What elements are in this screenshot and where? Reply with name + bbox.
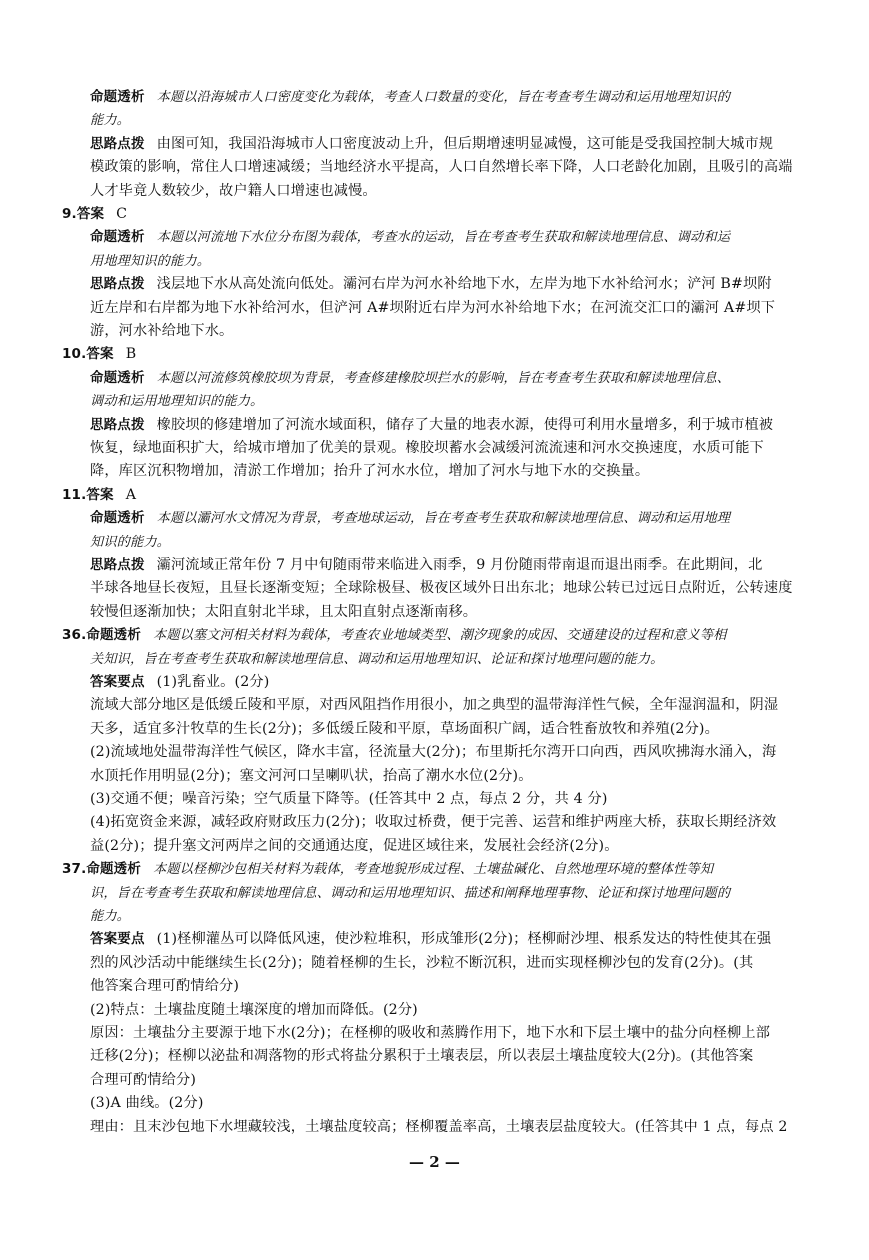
text-line [90,299,802,317]
line-text: 能力。 [90,113,131,129]
page-number: — 2 — [409,1153,460,1171]
line-text: 本题以沿海城市人口密度变化为载体，考查人口数量的变化，旨在考查考生调动和运用地理知识的 [156,90,731,105]
section-label: 思路点拨 [90,135,145,152]
line-text: (2)特点：土壤盐度随土壤深度的增加而降低。(2分) [90,1001,418,1018]
text-line [90,743,802,761]
line-text: (4)拓宽资金来源，减轻政府财政压力(2分)；收取过桥费，便于完善、运营和维护两座大桥，获取长期经济效 [90,814,777,831]
line-text: 烈的风沙活动中能继续生长(2分)；随着柽柳的生长，沙粒不断沉积，进而实现柽柳沙包的发育(2分)。(其 [90,954,754,971]
line-text: 理由：且末沙包地下水埋藏较浅，土壤盐度较高；柽柳覆盖率高，土壤表层盐度较大。(任答其中 1 点，每点 2 [90,1118,788,1135]
line-text: 灞河流域正常年份 7 月中旬随雨带来临进入雨季，9 月份随雨带南退而退出雨季。在此期间，北 [156,557,763,573]
text-line [90,884,802,903]
question-number: 9. [62,206,77,222]
line-text: 半球各地昼长夜短，且昼长逐渐变短；全球除极昼、极夜区域外日出东北；地球公转已过远日点附近，公转速度 [90,580,793,597]
line-text: 本题以柽柳沙包相关材料为载体，考查地貌形成过程、土壤盐碱化、自然地理环境的整体性等知 [152,862,714,878]
section-label: 命题透析 [86,861,141,878]
section-label: 命题透析 [90,89,145,105]
text-line [90,1094,802,1112]
line-text: C [116,206,128,222]
text-line [90,392,802,411]
text-line [90,275,802,293]
line-text: 恢复，绿地面积扩大，给城市增加了优美的景观。橡胶坝蓄水会减缓河流流速和河水交换速度，水质可能下 [90,440,764,456]
text-line [90,650,802,669]
text-line [90,1118,802,1136]
text-line [90,977,802,995]
line-text: 较慢但逐渐加快；太阳直射北半球，且太阳直射点逐渐南移。 [90,603,478,620]
line-text: 原因：土壤盐分主要源于地下水(2分)；在柽柳的吸收和蒸腾作用下，地下水和下层土壤中的盐分向柽柳上部 [90,1025,771,1041]
line-text: 本题以河流地下水位分布图为载体，考查水的运动，旨在考查考生获取和解读地理信息、调动和运 [156,230,731,246]
text-line [90,369,802,388]
line-text: (1)柽柳灌丛可以降低风速，使沙粒堆积，形成雏形(2分)；柽柳耐沙埋、根系发达的特性使其在强 [156,931,772,948]
text-line [90,416,802,434]
line-text: 降，库区沉积物增加，清淤工作增加；抬升了河水水位，增加了河水与地下水的交换量。 [90,463,650,480]
text-line [90,1024,802,1042]
text-line [62,205,774,223]
line-text: (3)交通不便；噪音污染；空气质量下降等。(任答其中 2 点，每点 2 分，共 4 分) [90,791,608,807]
text-line [90,439,802,457]
line-text: 调动和运用地理知识的能力。 [90,394,264,410]
section-label: 命题透析 [90,369,145,386]
line-text: 他答案合理可酌情给分) [90,978,240,995]
line-text: 人才毕竟人数较少，故户籍人口增速也减慢。 [90,182,377,199]
section-label: 答案 [86,486,114,503]
text-line [62,345,774,363]
line-text: 能力。 [90,909,131,924]
line-text: 合理可酌情给分) [90,1071,197,1088]
text-line [90,322,802,340]
text-line [90,182,802,200]
line-text: 知识的能力。 [90,534,171,550]
line-text: 关知识，旨在考查考生获取和解读地理信息、调动和运用地理知识、论证和探讨地理问题的能力。 [90,651,664,667]
text-line [90,158,802,176]
text-line [90,954,802,972]
question-number: 10. [62,346,87,363]
text-line [90,837,802,855]
line-text: A [125,486,137,503]
section-label: 答案要点 [90,931,145,948]
line-text: 本题以塞文河相关材料为载体，考查农业地域类型、潮汐现象的成因、交通建设的过程和意义等相 [152,628,727,644]
line-text: 本题以灞河水文情况为背景，考查地球运动，旨在考查考生获取和解读地理信息、调动和运用地理 [156,511,731,527]
line-text: 模政策的影响，常住人口增速减缓；当地经济水平提高，人口自然增长率下降，人口老龄化加剧，且吸引的高端 [90,159,793,176]
text-line [90,696,802,714]
text-line [62,486,774,504]
question-number: 36. [62,627,87,644]
text-line [90,533,802,552]
section-label: 命题透析 [90,229,145,246]
text-line [90,1071,802,1089]
text-line [90,1001,802,1019]
text-line [90,556,802,574]
line-text: 浅层地下水从高处流向低处。灞河右岸为河水补给地下水，左岸为地下水补给河水；浐河 B#坝附 [156,276,772,293]
text-line [90,462,802,480]
text-line [90,930,802,948]
question-number: 37. [62,861,87,878]
line-text: 益(2分)；提升塞文河两岸之间的交通通达度，促进区域往来，发展社会经济(2分)。 [90,837,619,854]
text-line [90,228,802,247]
text-line [90,603,802,621]
text-line [90,673,802,691]
line-text: 近左岸和右岸都为地下水补给河水，但浐河 A#坝附近右岸为河水补给地下水；在河流交汇口的灞河 A#坝下 [90,299,776,316]
text-line [90,579,802,597]
line-text: (3)A 曲线。(2分) [90,1095,204,1112]
line-text: 迁移(2分)；柽柳以泌盐和凋落物的形式将盐分累积于土壤表层，所以表层土壤盐度较大(2分)。(其他答案 [90,1048,754,1065]
section-label: 思路点拨 [90,557,145,573]
section-label: 思路点拨 [90,276,145,293]
text-line [90,907,802,926]
section-label: 命题透析 [90,510,145,527]
line-text: 水顶托作用明显(2分)；塞文河河口呈喇叭状，抬高了潮水水位(2分)。 [90,767,533,784]
line-text: 天多，适宜多汁牧草的生长(2分)；多低缓丘陵和平原，草场面积广阔，适合牲畜放牧和养殖(2分)。 [90,720,719,737]
text-line [90,252,802,271]
text-line [90,88,802,107]
line-text: (1)乳畜业。(2分) [156,674,270,690]
text-line [90,767,802,785]
line-text: 流域大部分地区是低缓丘陵和平原，对西风阻挡作用很小，加之典型的温带海洋性气候，全年湿润温和，阴湿 [90,697,779,714]
text-line [90,720,802,738]
line-text: 识，旨在考查考生获取和解读地理信息、调动和运用地理知识、描述和阐释地理事物、论证和探讨地理问题的 [90,885,731,901]
section-label: 思路点拨 [90,416,145,433]
question-number: 11. [62,486,87,503]
line-text: 游，河水补给地下水。 [90,323,234,339]
text-line [90,111,802,130]
text-line [90,790,802,808]
section-label: 答案要点 [90,674,145,690]
line-text: 由图可知，我国沿海城市人口密度波动上升，但后期增速明显减慢，这可能是受我国控制大城市规 [156,135,774,152]
text-line [90,813,802,831]
section-label: 答案 [76,206,105,222]
text-line [90,135,802,153]
section-label: 答案 [86,346,114,363]
text-line [90,509,802,528]
text-line [62,626,774,645]
line-text: 橡胶坝的修建增加了河流水域面积，储存了大量的地表水源，使得可利用水量增多，利于城市植被 [156,416,774,433]
line-text: 用地理知识的能力。 [90,253,211,269]
section-label: 命题透析 [86,627,141,644]
line-text: 本题以河流修筑橡胶坝为背景，考查修建橡胶坝拦水的影响，旨在考查考生获取和解读地理信息、 [156,370,731,386]
text-line [90,1047,802,1065]
line-text: (2)流域地处温带海洋性气候区，降水丰富，径流量大(2分)；布里斯托尔湾开口向西，西风吹拂海水涌入，海 [90,744,777,761]
text-line [62,860,774,879]
line-text: B [125,346,137,363]
